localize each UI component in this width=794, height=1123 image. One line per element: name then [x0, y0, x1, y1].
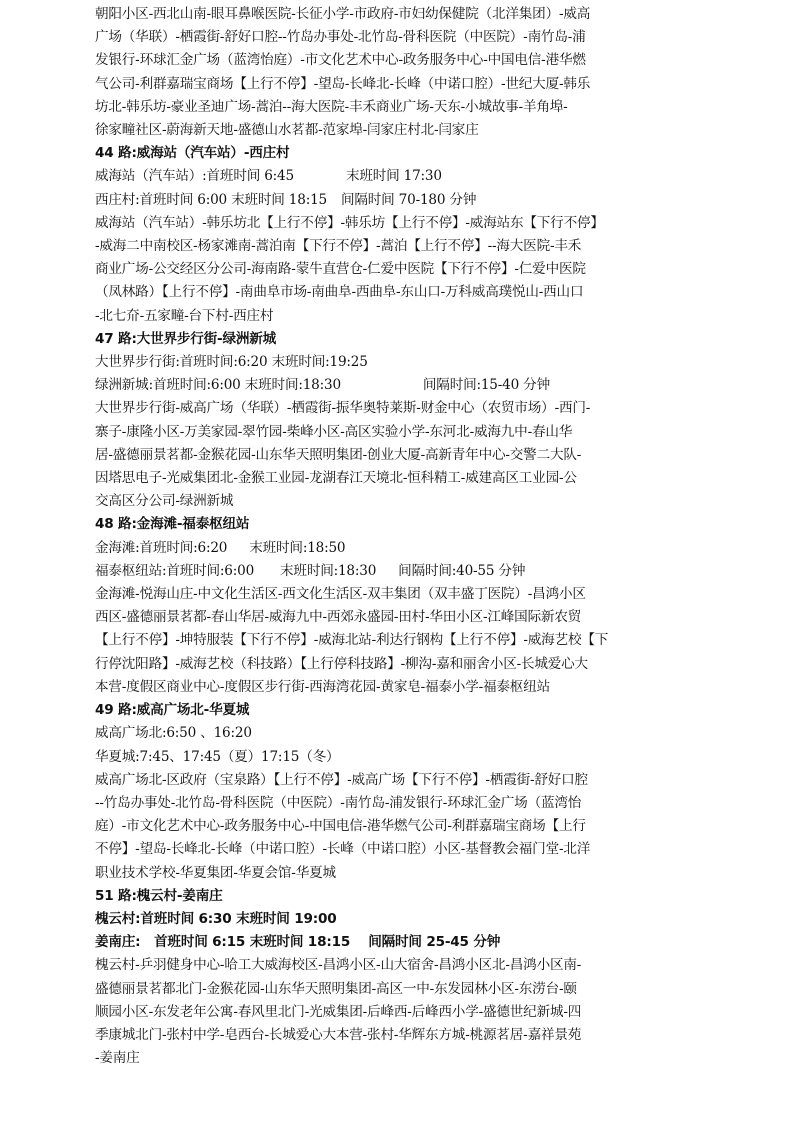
stops-line: 因塔思电子-光威集团北-金猴工业园-龙湖春江天境北-恒科精工-威建高区工业园-公: [95, 470, 577, 487]
stops-line: -威海二中南校区-杨家滩南-蒿泊南【下行不停】-蒿泊【上行不停】--海大医院-丰禾: [95, 238, 582, 255]
terminal-name: 姜南庄:: [95, 934, 141, 951]
route-title: 48 路:金海滩-福泰枢纽站: [95, 516, 250, 533]
first-bus-time: 金海滩:首班时间:6:20: [95, 539, 228, 556]
stops-line: 金海滩-悦海山庄-中文化生活区-西文化生活区-双丰集团（双丰盛丁医院）-昌鸿小区: [95, 586, 586, 603]
stops-line: 庭）-市文化艺术中心-政务服务中心-中国电信-港华燃气公司-利群嘉瑞宝商场【上行: [95, 818, 586, 835]
stops-line: 威海站（汽车站）-韩乐坊北【上行不停】-韩乐坊【上行不停】-威海站东【下行不停】: [95, 214, 604, 231]
schedule-line: 威高广场北:6:50 、16:20: [95, 725, 252, 742]
stops-line: 行停沈阳路】-威海艺校（科技路）【上行停科技路】-柳沟-嘉和丽舍小区-长城爱心大: [95, 655, 588, 672]
last-bus-time: 末班时间 17:30: [345, 168, 442, 185]
first-bus-time: 绿洲新城:首班时间:6:00: [95, 377, 241, 394]
schedule-line: [95, 351, 702, 374]
stops-line: 西区-盛德丽景茗都-春山华居-威海九中-西郊永盛园-田村-华田小区-江峰国际新农贸: [95, 609, 582, 626]
stops-line: 发银行-环球汇金广场（蓝湾怡庭）-市文化艺术中心-政务服务中心-中国电信-港华燃: [95, 52, 586, 69]
stops-line: 气公司-利群嘉瑞宝商场【上行不停】-望岛-长峰北-长峰（中诺口腔）-世纪大厦-韩乐: [95, 75, 591, 92]
schedule-line: [95, 537, 702, 560]
stops-line: 盛德丽景茗都北门-金猴花园-山东华天照明集团-高区一中-东发园林小区-东涝台-颐: [95, 980, 577, 997]
route-47-section: [95, 328, 702, 514]
last-bus-time: 末班时间 18:15: [249, 934, 351, 951]
schedule-line: [95, 189, 702, 212]
schedule-line: [95, 165, 702, 188]
stops-line: 大世界步行街-威高广场（华联）-栖霞街-振华奥特莱斯-财金中心（农贸市场）-西门-: [95, 400, 591, 417]
stops-line: -姜南庄: [95, 1050, 140, 1067]
schedule-line: [95, 374, 702, 397]
stops-line: 广场（华联）-栖霞街-舒好口腔--竹岛办事处-北竹岛-骨科医院（中医院）-南竹岛-浦: [95, 29, 586, 46]
first-bus-time: 槐云村:首班时间 6:30: [95, 910, 232, 927]
stops-line: 职业技术学校-华夏集团-华夏会馆-华夏城: [95, 864, 336, 881]
first-bus-time: 西庄村:首班时间 6:00: [95, 191, 227, 208]
stops-line: 交高区分公司-绿洲新城: [95, 493, 234, 510]
schedule-line: 华夏城:7:45、17:45（夏）17:15（冬）: [95, 748, 340, 765]
route-title: 44 路:威海站（汽车站）-西庄村: [95, 145, 290, 162]
route-title: 51 路:槐云村-姜南庄: [95, 887, 223, 904]
route-49-section: [95, 699, 702, 885]
last-bus-time: 末班时间 18:15: [231, 191, 327, 208]
stops-line: 季康城北门-张村中学-皂西台-长城爱心大本营-张村-华辉东方城-桃源茗居-嘉祥景苑: [95, 1026, 582, 1043]
first-bus-time: 首班时间 6:15: [154, 934, 246, 951]
route-title: 47 路:大世界步行街-绿洲新城: [95, 330, 277, 347]
stops-line: 【上行不停】-坤特服装【下行不停】-威海北站-利达行钢构【上行不停】-威海艺校【下: [95, 632, 609, 649]
schedule-line: [95, 931, 702, 954]
last-bus-time: 末班时间:18:30: [244, 377, 341, 394]
interval-time: 间隔时间 70-180 分钟: [340, 191, 477, 208]
stops-line: --竹岛办事处-北竹岛-骨科医院（中医院）-南竹岛-浦发银行-环球汇金广场（蓝湾怡: [95, 794, 582, 811]
stops-line: 居-盛德丽景茗都-金猴花园-山东华天照明集团-创业大厦-高新青年中心-交警二大队-: [95, 446, 582, 463]
last-bus-time: 末班时间 19:00: [236, 910, 337, 927]
route-51-section: [95, 885, 702, 1071]
interval-time: 间隔时间 25-45 分钟: [368, 934, 501, 951]
stops-line: -北七夼-五家疃-台下村-西庄村: [95, 307, 274, 324]
schedule-line: [95, 908, 702, 931]
stops-line: 商业广场-公交经区分公司-海南路-蒙牛直营仓-仁爱中医院【下行不停】-仁爱中医院: [95, 261, 586, 278]
interval-time: 间隔时间:40-55 分钟: [398, 562, 526, 579]
last-bus-time: 末班时间:19:25: [271, 354, 368, 371]
interval-time: 间隔时间:15-40 分钟: [422, 377, 550, 394]
prev-route-stops: [95, 3, 702, 142]
stops-line: 本营-度假区商业中心-度假区步行街-西海湾花园-黄家皂-福泰小学-福泰枢纽站: [95, 678, 550, 695]
stops-line: 徐家疃社区-蔚海新天地-盛德山水茗都-范家埠-闫家庄村北-闫家庄: [95, 122, 479, 139]
route-48-section: [95, 513, 702, 699]
last-bus-time: 末班时间:18:30: [280, 562, 377, 579]
schedule-line: [95, 560, 702, 583]
first-bus-time: 威海站（汽车站）:首班时间 6:45: [95, 168, 294, 185]
last-bus-time: 末班时间:18:50: [249, 539, 346, 556]
stops-line: 威高广场北-区政府（宝泉路）【上行不停】-威高广场【下行不停】-栖霞街-舒好口腔: [95, 771, 588, 788]
stops-line: （凤林路）【上行不停】-南曲阜市场-南曲阜-西曲阜-东山口-万科威高璞悦山-西山口: [95, 284, 584, 301]
stops-line: 坊北-韩乐坊-豪业圣迪广场-蒿泊--海大医院-丰禾商业广场-天东-小城故事-羊角埠-: [95, 98, 568, 115]
stops-line: 槐云村-乒羽健身中心-哈工大威海校区-昌鸿小区-山大宿舍-昌鸿小区北-昌鸿小区南-: [95, 957, 582, 974]
route-title: 49 路:威高广场北-华夏城: [95, 702, 250, 719]
stops-line: 寨子-康隆小区-万美家园-翠竹园-柴峰小区-高区实验小学-东河北-威海九中-春山华: [95, 423, 573, 440]
first-bus-time: 福泰枢纽站:首班时间:6:00: [95, 562, 255, 579]
route-44-section: [95, 142, 702, 328]
stops-line: 顺园小区-东发老年公寓-春风里北门-光威集团-后峰西-后峰西小学-盛德世纪新城-四: [95, 1003, 582, 1020]
first-bus-time: 大世界步行街:首班时间:6:20: [95, 354, 268, 371]
stops-line: 不停】-望岛-长峰北-长峰（中诺口腔）-长峰（中诺口腔）小区-基督教会福门堂-北洋: [95, 841, 591, 858]
stops-line: 朝阳小区-西北山南-眼耳鼻喉医院-长征小学-市政府-市妇幼保健院（北洋集团）-威高: [95, 6, 591, 22]
